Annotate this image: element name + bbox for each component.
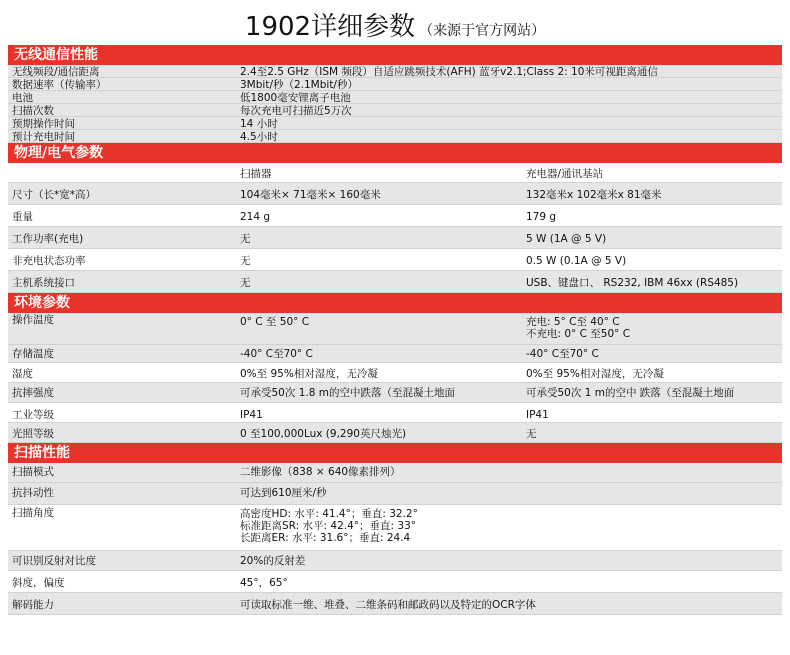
base-value [526,428,537,440]
base-value-line: USB、键盘口、 RS232, IBM 46xx (RS485) [526,277,739,289]
section-header: 环境参数 [8,293,782,313]
scanner-value [240,368,378,380]
base-value-line: 0%至 95%相对湿度，无冷凝 [526,368,664,380]
row-label: 斜度，偏度 [12,577,65,589]
base-value [526,348,599,360]
scanner-value-line: 标准距离SR: 水平: 42.4°；垂直: 33° [240,520,417,532]
scanner-value [240,211,270,223]
scanner-value-line: 无 [240,255,251,267]
row-label: 扫描角度 [12,507,54,519]
scanner-value-line: 扫描器 [240,168,272,180]
scanner-value [240,79,358,91]
spec-row [8,91,782,104]
scanner-value-line: 二维影像（838 × 640像素排列） [240,466,401,478]
row-label: 重量 [12,211,33,223]
spec-row [8,104,782,117]
base-value-line: 5 W (1A @ 5 V) [526,233,607,245]
scanner-value-line: 45°，65° [240,577,288,589]
spec-row [8,271,782,293]
scanner-value [240,92,351,104]
spec-row [8,505,782,551]
spec-sheet [8,45,782,615]
scanner-value [240,409,263,421]
row-label: 数据速率（传输率） [12,79,107,91]
row-label: 扫描模式 [12,466,54,478]
scanner-value-line: 4.5小时 [240,131,278,143]
spec-row [8,130,782,143]
spec-row [8,163,782,183]
scanner-value [240,131,278,143]
row-label: 存储温度 [12,348,54,360]
scanner-value-line: 长距离ER: 水平: 31.6°；垂直: 24.4 [240,532,411,544]
scanner-value-line: 每次充电可扫描近5万次 [240,105,352,117]
title-source-note: （来源于官方网站） [419,23,546,39]
base-value [526,233,606,245]
scanner-value-line: 0° C 至 50° C [240,316,310,328]
row-label: 湿度 [12,368,33,380]
page-title [0,6,790,40]
scanner-value [240,316,309,328]
scanner-value [240,255,251,267]
spec-row [8,65,782,78]
base-value [526,316,630,340]
scanner-value [240,233,251,245]
base-value-line: -40° C至70° C [526,348,599,360]
base-value [526,211,556,223]
row-label: 预计充电时间 [12,131,75,143]
row-label: 预期操作时间 [12,118,75,130]
section-header: 扫描性能 [8,443,782,463]
scanner-value [240,118,278,130]
base-value [526,387,734,399]
row-label: 尺寸（长*宽*高） [12,189,96,201]
base-value-line: 可承受50次 1 m的空中 跌落（至混凝土地面 [526,387,735,399]
spec-row [8,483,782,505]
base-value-line: 无 [526,428,537,440]
spec-row [8,249,782,271]
row-label: 无线频段/通信距离 [12,66,100,78]
section-header: 无线通信性能 [8,45,782,65]
scanner-value-line: 无 [240,233,251,245]
scanner-value [240,508,418,544]
title-main: 1902详细参数 [244,12,416,42]
spec-row [8,463,782,483]
spec-row [8,403,782,423]
scanner-value-line: 214 g [240,211,271,223]
scanner-value [240,189,381,201]
scanner-value-line: 104毫米× 71毫米× 160毫米 [240,189,381,201]
row-label: 非充电状态功率 [12,255,86,267]
scanner-value [240,577,288,589]
spec-row [8,183,782,205]
scanner-value [240,387,455,399]
scanner-value-line: 2.4至2.5 GHz（ISM 频段）自适应跳频技术(AFH) 蓝牙v2.1;Class 2: 10米可视距离通信 [240,66,658,78]
base-value [526,168,603,180]
row-label: 工作功率(充电) [12,233,84,245]
base-value [526,255,626,267]
base-value-line: 132毫米x 102毫米x 81毫米 [526,189,662,201]
scanner-value [240,599,536,611]
scanner-value [240,428,406,440]
scanner-value [240,66,658,78]
scanner-value [240,105,352,117]
row-label: 解码能力 [12,599,54,611]
row-label: 扫描次数 [12,105,54,117]
base-value [526,409,549,421]
row-label: 主机系统接口 [12,277,75,289]
scanner-value [240,487,327,499]
scanner-value-line: 3Mbit/秒（2.1Mbit/秒） [240,79,358,91]
scanner-value-line: 高密度HD: 水平: 41.4°；垂直: 32.2° [240,508,418,520]
scanner-value-line: 0 至100,000Lux (9,290英尺烛光) [240,428,407,440]
base-value [526,189,662,201]
spec-row [8,593,782,615]
spec-row [8,78,782,91]
base-value-line: 充电: 5° C至 40° C [526,316,620,328]
scanner-value [240,466,401,478]
scanner-value [240,168,272,180]
spec-row [8,571,782,593]
spec-row [8,227,782,249]
scanner-value [240,348,313,360]
scanner-value-line: 14 小时 [240,118,278,130]
scanner-value-line: 可承受50次 1.8 m的空中跌落（至混凝土地面 [240,387,455,399]
base-value-line: IP41 [526,409,549,421]
scanner-value-line: 可达到610厘米/秒 [240,487,327,499]
row-label: 工业等级 [12,409,54,421]
base-value-line: 0.5 W (0.1A @ 5 V) [526,255,627,267]
row-label: 操作温度 [12,314,54,326]
scanner-value-line: 可读取标准一维、堆叠、二维条码和邮政码以及特定的OCR字体 [240,599,536,611]
scanner-value-line: 无 [240,277,251,289]
section-header: 物理/电气参数 [8,143,782,163]
scanner-value-line: 0%至 95%相对湿度，无冷凝 [240,368,378,380]
base-value [526,277,738,289]
row-label: 电池 [12,92,33,104]
base-value-line: 不充电: 0° C 至50° C [526,328,631,340]
base-value-line: 充电器/通讯基站 [526,168,604,180]
spec-row [8,345,782,363]
scanner-value-line: 20%的反射差 [240,555,306,567]
spec-row [8,551,782,571]
base-value [526,368,664,380]
spec-row [8,117,782,130]
base-value-line: 179 g [526,211,557,223]
scanner-value [240,555,305,567]
scanner-value-line: IP41 [240,409,263,421]
spec-row [8,363,782,383]
row-label: 光照等级 [12,428,54,440]
spec-row [8,423,782,443]
row-label: 抗摔强度 [12,387,54,399]
scanner-value-line: -40° C至70° C [240,348,313,360]
row-label: 可识别反射对比度 [12,555,96,567]
row-label: 抗抖动性 [12,487,54,499]
spec-row [8,205,782,227]
scanner-value [240,277,251,289]
scanner-value-line: 低1800毫安锂离子电池 [240,92,351,104]
spec-row [8,313,782,345]
spec-row [8,383,782,403]
